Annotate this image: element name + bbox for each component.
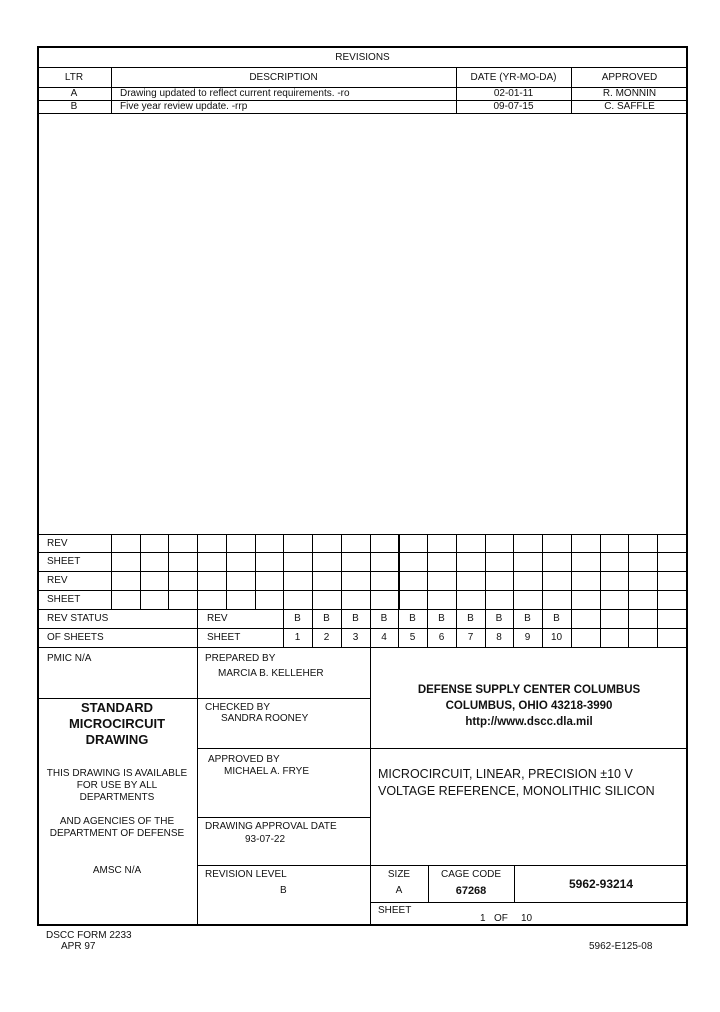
col-header-date: DATE (YR-MO-DA) [470,72,557,83]
status-rev-cell: B [553,613,560,624]
cage-code-value: 67268 [455,885,487,897]
form-number: DSCC FORM 2233 [46,930,132,941]
rev-row-date: 02-01-11 [493,88,534,99]
rev-row-date: 09-07-15 [493,101,534,112]
status-sheet-cell: 10 [550,632,563,643]
pmic-label: PMIC N/A [47,653,92,664]
col-header-ltr: LTR [64,72,84,83]
grid-rev-label: REV [47,575,68,586]
status-rev-cell: B [380,613,388,624]
status-rev-cell: B [438,613,445,624]
form-date: APR 97 [61,941,96,952]
org-name: DEFENSE SUPPLY CENTER COLUMBUS [417,684,641,696]
rev-row-approved: C. SAFFLE [604,101,655,112]
status-rev-cell: B [467,613,474,624]
status-sheet-cell: 3 [352,632,359,643]
approved-by-name: MICHAEL A. FRYE [224,766,310,777]
grid-rev-label: REV [47,538,68,549]
availability-line: THIS DRAWING IS AVAILABLE [46,768,188,779]
org-url: http://www.dscc.dla.mil [465,716,593,728]
prepared-by-label: PREPARED BY [205,653,276,664]
status-rev-cell: B [294,613,301,624]
sheet-number: 1 [480,913,486,924]
approved-by-label: APPROVED BY [208,754,280,765]
size-value: A [395,885,403,896]
amsc-label: AMSC N/A [92,865,142,876]
grid-sheet-label: SHEET [47,556,81,567]
status-sheet-cell: 8 [496,632,502,643]
status-sheet-cell: 5 [409,632,416,643]
status-rev-cell: B [495,613,503,624]
drawing-label: DRAWING [85,732,149,747]
cage-code-label: CAGE CODE [440,869,501,880]
col-header-description: DESCRIPTION [249,72,318,83]
checked-by-label: CHECKED BY [205,702,271,713]
checked-by-name: SANDRA ROONEY [221,713,309,724]
status-sheet-label: SHEET [207,632,241,643]
approval-date: 93-07-22 [245,834,286,845]
sheet-label: SHEET [378,905,412,916]
agencies-line: AND AGENCIES OF THE [59,816,175,827]
drawing-title-line: MICROCIRCUIT, LINEAR, PRECISION ±10 V [378,767,633,781]
status-rev-label: REV [207,613,228,624]
sheet-of-label: OF [494,913,508,924]
agencies-line: DEPARTMENT OF DEFENSE [49,828,185,839]
sheet-total: 10 [521,913,533,924]
rev-row-ltr: A [70,88,78,99]
rev-status-label: REV STATUS [47,613,109,624]
status-sheet-cell: 6 [438,632,445,643]
drawing-title-line: VOLTAGE REFERENCE, MONOLITHIC SILICON [378,784,655,798]
of-sheets-label: OF SHEETS [47,632,104,643]
rev-row-ltr: B [70,101,78,112]
drawing-number: 5962-93214 [568,877,634,891]
size-label: SIZE [387,869,411,880]
revision-level: B [280,885,287,896]
availability-line: FOR USE BY ALL [76,780,158,791]
revisions-title: REVISIONS [335,52,390,63]
status-sheet-cell: 7 [467,632,474,643]
org-address: COLUMBUS, OHIO 43218-3990 [445,700,613,712]
status-rev-cell: B [352,613,359,624]
status-sheet-cell: 1 [294,632,301,643]
status-rev-cell: B [524,613,531,624]
prepared-by-name: MARCIA B. KELLEHER [218,668,324,679]
revision-level-label: REVISION LEVEL [205,869,287,880]
status-rev-cell: B [323,613,330,624]
standard-label: STANDARD [81,700,153,715]
rev-row-description: Five year review update. -rrp [120,101,248,112]
approval-date-label: DRAWING APPROVAL DATE [205,821,337,832]
document-code: 5962-E125-08 [589,941,653,952]
microcircuit-label: MICROCIRCUIT [68,716,166,731]
grid-sheet-label: SHEET [47,594,81,605]
status-sheet-cell: 2 [323,632,330,643]
status-rev-cell: B [409,613,416,624]
col-header-approved: APPROVED [601,72,658,83]
rev-row-approved: R. MONNIN [602,88,657,99]
status-sheet-cell: 9 [524,632,531,643]
rev-row-description: Drawing updated to reflect current requirements. -ro [120,88,350,99]
status-sheet-cell: 4 [381,632,387,643]
availability-line: DEPARTMENTS [79,792,155,803]
